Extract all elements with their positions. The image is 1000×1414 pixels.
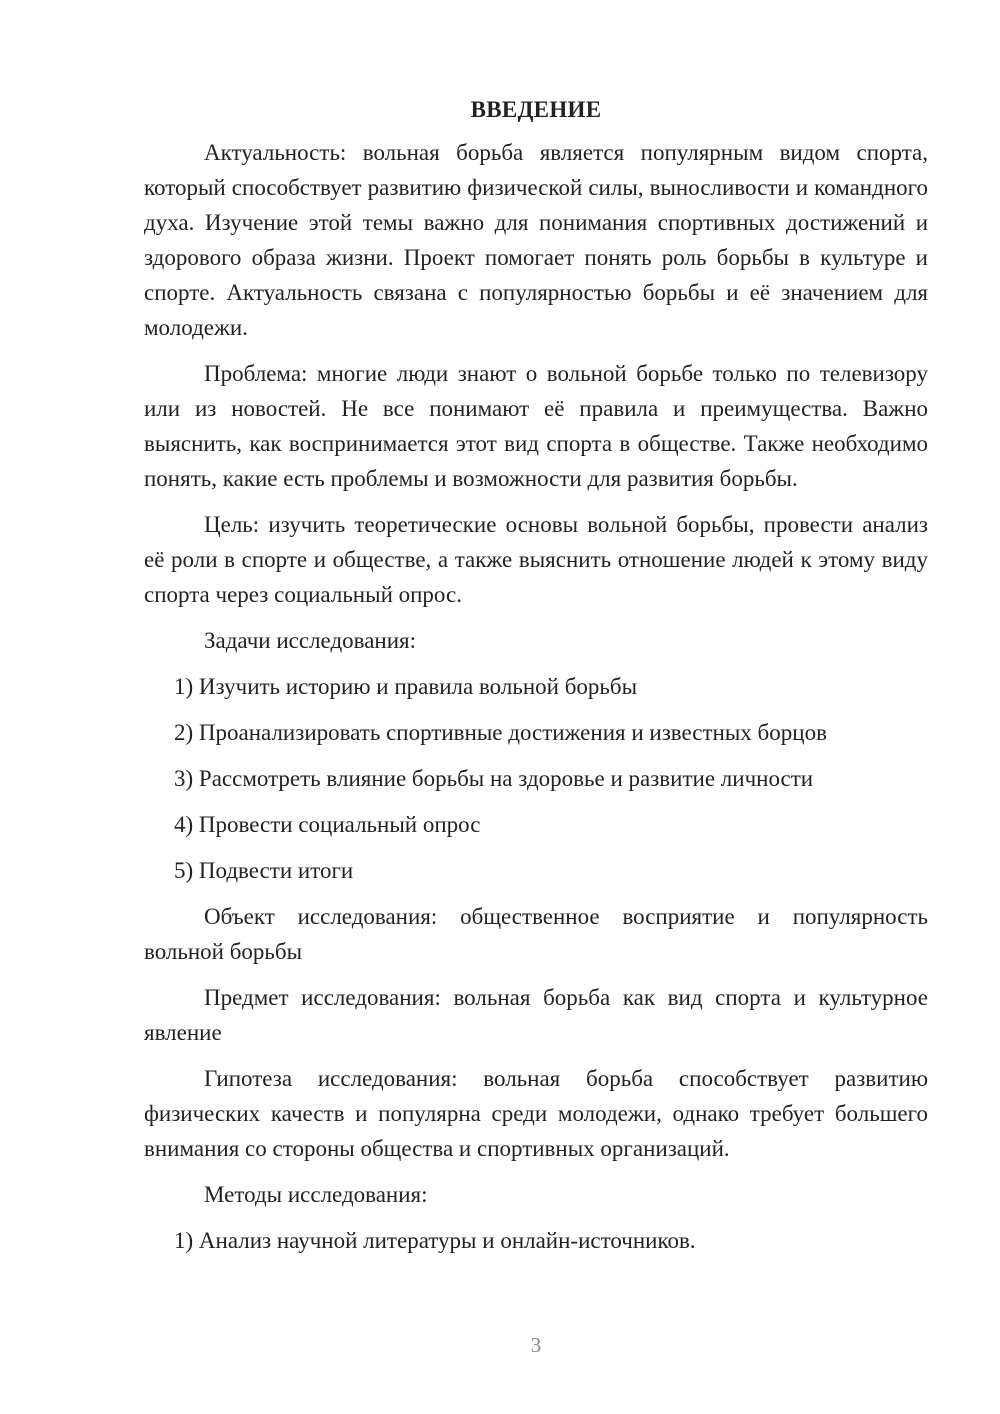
problem-paragraph: Проблема: многие люди знают о вольной борьбе только по телевизору или из новостей. Не все понимают её правила и преимущества. Важно выяснить, как воспринимается этот вид спорта в обществе. Также необходимо понять, какие есть проблемы и возможности для развития борьбы.: [144, 361, 928, 491]
tasks-list: [144, 669, 928, 888]
tasks-heading: Задачи исследования:: [204, 628, 417, 653]
section-title: ВВЕДЕНИЕ: [470, 97, 602, 122]
task-item: 5) Подвести итоги: [174, 858, 354, 883]
task-item: 4) Провести социальный опрос: [174, 812, 481, 837]
object-paragraph: Объект исследования: общественное восприятие и популярность вольной борьбы: [144, 904, 928, 964]
hypothesis-paragraph: Гипотеза исследования: вольная борьба способствует развитию физических качеств и популярна среди молодежи, однако требует большего внимания со стороны общества и спортивных организаций.: [144, 1066, 928, 1161]
methods-list: [144, 1223, 928, 1258]
method-item: 1) Анализ научной литературы и онлайн-источников.: [174, 1228, 696, 1253]
task-item: 2) Проанализировать спортивные достижения и известных борцов: [174, 720, 827, 745]
methods-heading: Методы исследования:: [204, 1182, 428, 1207]
subject-paragraph: Предмет исследования: вольная борьба как вид спорта и культурное явление: [144, 985, 928, 1045]
relevance-paragraph: Актуальность: вольная борьба является популярным видом спорта, который способствует развитию физической силы, выносливости и командного духа. Изучение этой темы важно для понимания спортивных достижений и здорового образа жизни. Проект помогает понять роль борьбы в культуре и спорте. Актуальность связана с популярностью борьбы и её значением для молодежи.: [144, 140, 928, 340]
task-item: 3) Рассмотреть влияние борьбы на здоровье и развитие личности: [174, 766, 814, 791]
document-page: [144, 92, 928, 1269]
task-item: 1) Изучить историю и правила вольной борьбы: [174, 674, 638, 699]
goal-paragraph: Цель: изучить теоретические основы вольной борьбы, провести анализ её роли в спорте и обществе, а также выяснить отношение людей к этому виду спорта через социальный опрос.: [144, 512, 928, 607]
page-number: 3: [530, 1333, 542, 1357]
